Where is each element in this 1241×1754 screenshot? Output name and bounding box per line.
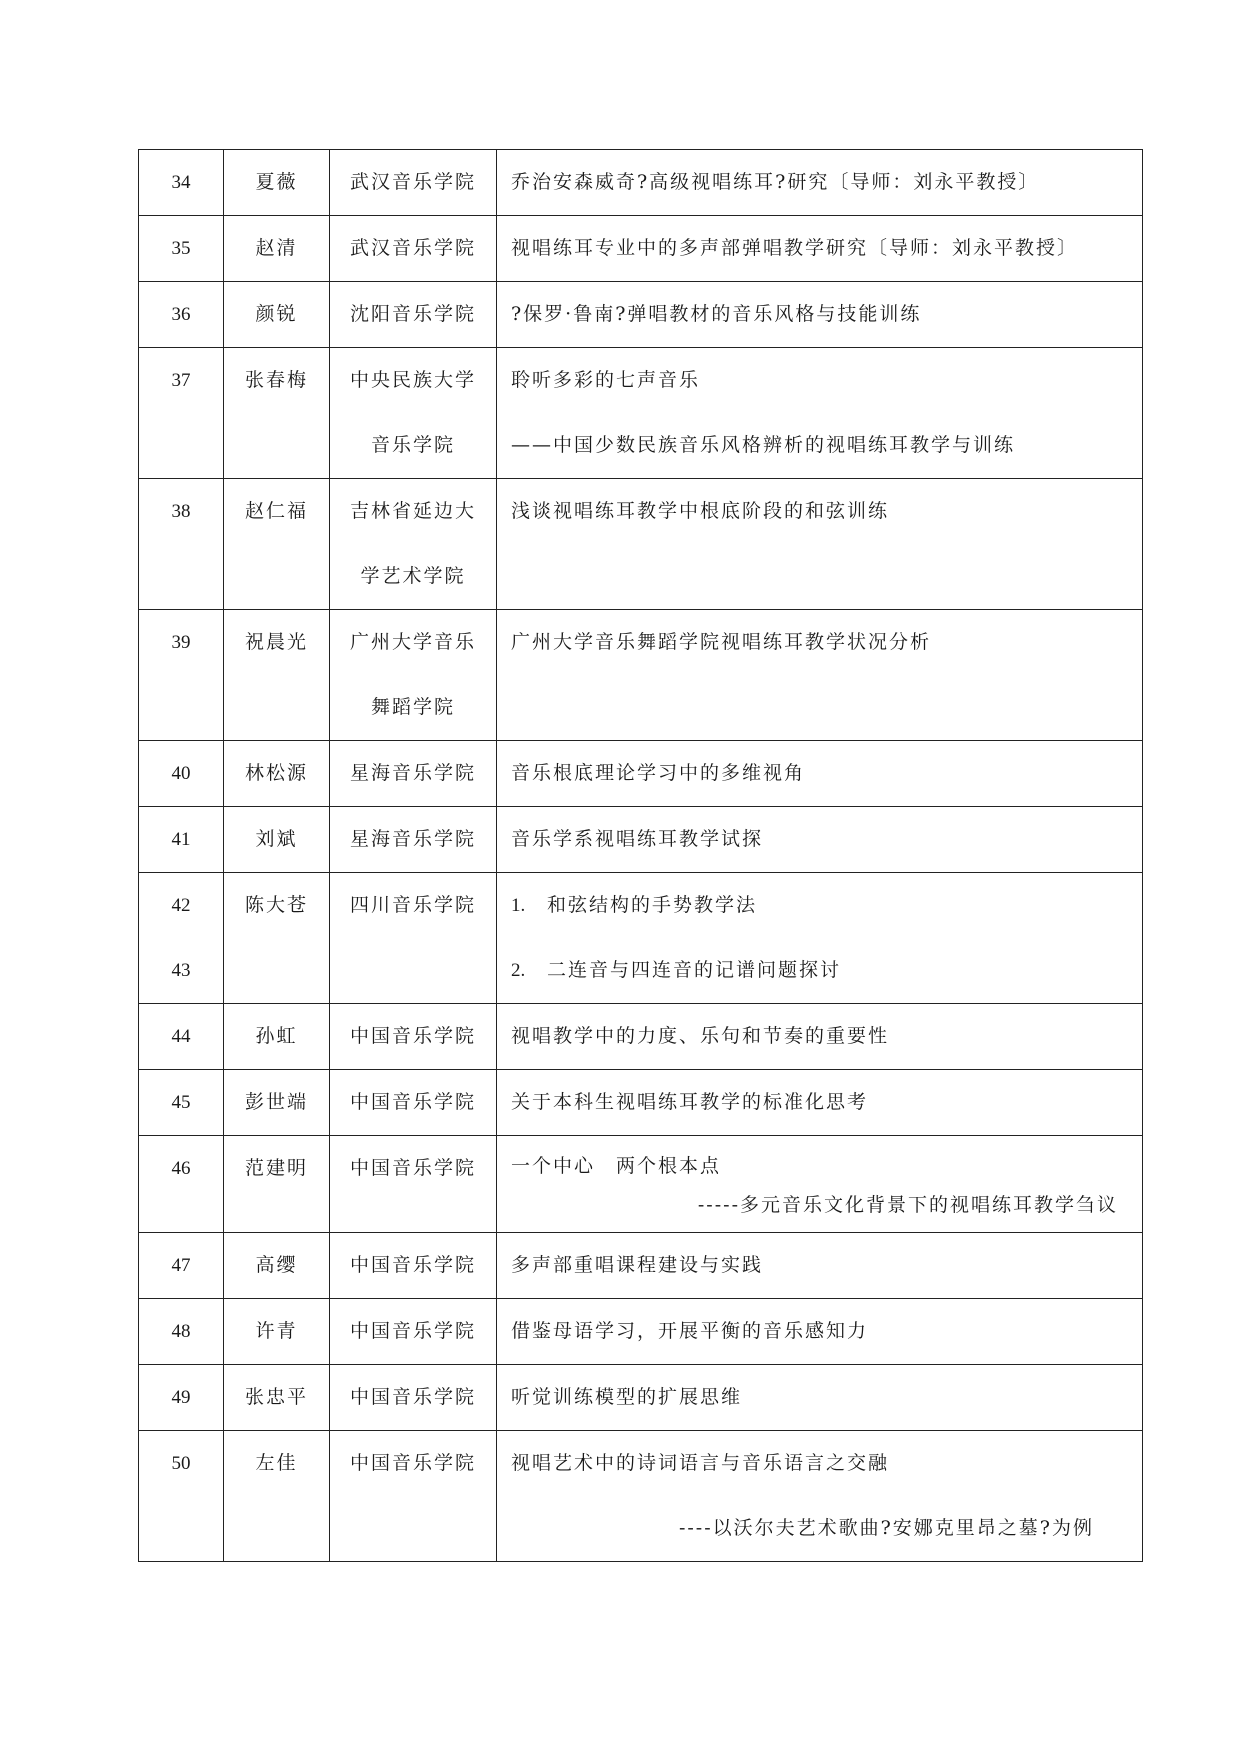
- row-number: 46: [139, 1136, 224, 1233]
- table-row: [139, 150, 1143, 216]
- table-row: [139, 873, 1143, 1004]
- author-name: 陈大苍: [224, 873, 330, 1004]
- author-name: 林松源: [224, 741, 330, 807]
- table-row: [139, 1365, 1143, 1431]
- row-number: 39: [139, 610, 224, 741]
- author-name: 许青: [224, 1299, 330, 1365]
- paper-title: 视唱教学中的力度、乐句和节奏的重要性: [497, 1004, 1143, 1070]
- table-row: [139, 348, 1143, 479]
- list-item: 2. 二连音与四连音的记谱问题探讨: [511, 959, 842, 981]
- author-name: 左佳: [224, 1431, 330, 1562]
- row-number: 49: [139, 1365, 224, 1431]
- paper-title: 关于本科生视唱练耳教学的标准化思考: [497, 1070, 1143, 1136]
- institution: 星海音乐学院: [330, 741, 497, 807]
- table-row: [139, 1233, 1143, 1299]
- paper-title: 多声部重唱课程建设与实践: [497, 1233, 1143, 1299]
- author-name: 赵仁福: [224, 479, 330, 610]
- author-name: 夏薇: [224, 150, 330, 216]
- row-number: 38: [139, 479, 224, 610]
- row-number: 48: [139, 1299, 224, 1365]
- institution: 四川音乐学院: [330, 873, 497, 1004]
- row-number: 35: [139, 216, 224, 282]
- institution: 沈阳音乐学院: [330, 282, 497, 348]
- table-row: [139, 610, 1143, 741]
- row-number: 34: [139, 150, 224, 216]
- institution: 中国音乐学院: [330, 1299, 497, 1365]
- institution: 中央民族大学 音乐学院: [330, 348, 497, 479]
- row-number: 42 43: [139, 873, 224, 1004]
- row-number: 36: [139, 282, 224, 348]
- institution: 武汉音乐学院: [330, 150, 497, 216]
- paper-title: 音乐根底理论学习中的多维视角: [497, 741, 1143, 807]
- paper-title: 视唱艺术中的诗词语言与音乐语言之交融 ----以沃尔夫艺术歌曲?安娜克里昂之墓?为例: [497, 1431, 1143, 1562]
- author-name: 高缨: [224, 1233, 330, 1299]
- paper-title: 一个中心 两个根本点 -----多元音乐文化背景下的视唱练耳教学刍议: [497, 1136, 1143, 1233]
- institution: 武汉音乐学院: [330, 216, 497, 282]
- author-name: 赵清: [224, 216, 330, 282]
- table-row: [139, 1431, 1143, 1562]
- paper-title: 音乐学系视唱练耳教学试探: [497, 807, 1143, 873]
- institution: 中国音乐学院: [330, 1431, 497, 1562]
- institution: 广州大学音乐 舞蹈学院: [330, 610, 497, 741]
- table-row: [139, 1136, 1143, 1233]
- table-row: [139, 1299, 1143, 1365]
- institution: 星海音乐学院: [330, 807, 497, 873]
- paper-list-table: [138, 149, 1143, 1562]
- row-number: 50: [139, 1431, 224, 1562]
- author-name: 彭世端: [224, 1070, 330, 1136]
- paper-title: 听觉训练模型的扩展思维: [497, 1365, 1143, 1431]
- paper-title: 聆听多彩的七声音乐 ——中国少数民族音乐风格辨析的视唱练耳教学与训练: [497, 348, 1143, 479]
- list-item: 1. 和弦结构的手势教学法: [511, 894, 758, 916]
- institution: 中国音乐学院: [330, 1070, 497, 1136]
- author-name: 范建明: [224, 1136, 330, 1233]
- institution: 中国音乐学院: [330, 1365, 497, 1431]
- paper-title: 广州大学音乐舞蹈学院视唱练耳教学状况分析: [497, 610, 1143, 741]
- institution: 中国音乐学院: [330, 1233, 497, 1299]
- table-row: [139, 216, 1143, 282]
- table-row: [139, 479, 1143, 610]
- author-name: 孙虹: [224, 1004, 330, 1070]
- table-row: [139, 1004, 1143, 1070]
- table-row: [139, 741, 1143, 807]
- institution: 中国音乐学院: [330, 1136, 497, 1233]
- paper-title: 浅谈视唱练耳教学中根底阶段的和弦训练: [497, 479, 1143, 610]
- table-row: [139, 1070, 1143, 1136]
- paper-title: 乔治安森威奇?高级视唱练耳?研究〔导师：刘永平教授〕: [497, 150, 1143, 216]
- row-number: 41: [139, 807, 224, 873]
- institution: 中国音乐学院: [330, 1004, 497, 1070]
- table-row: [139, 282, 1143, 348]
- paper-title: 借鉴母语学习，开展平衡的音乐感知力: [497, 1299, 1143, 1365]
- paper-title: [497, 873, 1143, 1004]
- row-number: 47: [139, 1233, 224, 1299]
- author-name: 张忠平: [224, 1365, 330, 1431]
- author-name: 祝晨光: [224, 610, 330, 741]
- institution: 吉林省延边大 学艺术学院: [330, 479, 497, 610]
- table-row: [139, 807, 1143, 873]
- row-number: 44: [139, 1004, 224, 1070]
- paper-title: 视唱练耳专业中的多声部弹唱教学研究〔导师：刘永平教授〕: [497, 216, 1143, 282]
- row-number: 40: [139, 741, 224, 807]
- row-number: 45: [139, 1070, 224, 1136]
- author-name: 颜锐: [224, 282, 330, 348]
- author-name: 刘斌: [224, 807, 330, 873]
- row-number: 37: [139, 348, 224, 479]
- paper-title: ?保罗·鲁南?弹唱教材的音乐风格与技能训练: [497, 282, 1143, 348]
- author-name: 张春梅: [224, 348, 330, 479]
